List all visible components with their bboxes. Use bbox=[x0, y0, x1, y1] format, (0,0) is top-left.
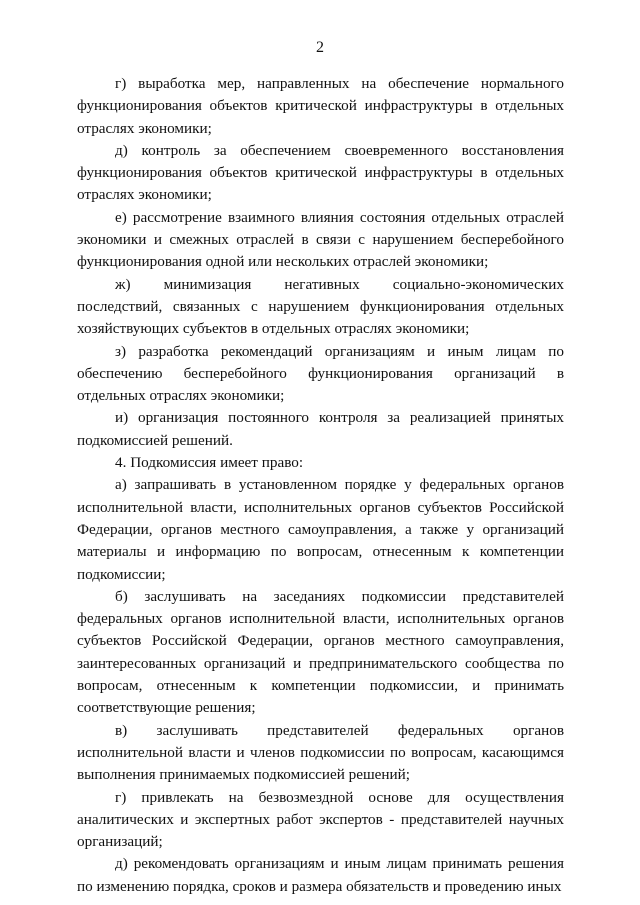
paragraph-d: д) контроль за обеспечением своевременного восстановления функционирования объектов критической инфраструктуры в отдельных отраслях экономики; bbox=[77, 141, 564, 204]
section-heading-rights: 4. Подкомиссия имеет право: bbox=[115, 454, 304, 472]
page-number: 2 bbox=[316, 39, 324, 56]
paragraph-z: з) разработка рекомендаций организациям и иным лицам по обеспечению бесперебойного функционирования организаций в отдельных отраслях экономики; bbox=[77, 342, 564, 405]
paragraph-d2: д) рекомендовать организациям и иным лицам принимать решения по изменению порядка, сроков и размера обязательств и проведению иных bbox=[77, 855, 564, 895]
paragraph-e: е) рассмотрение взаимного влияния состояния отдельных отраслей экономики и смежных отраслей в связи с нарушением бесперебойного функционирования одной или нескольких отраслей экономики; bbox=[77, 208, 564, 271]
paragraph-g2: г) привлекать на безвозмездной основе для осуществления аналитических и экспертных работ экспертов - представителей научных организаций; bbox=[77, 788, 564, 851]
paragraph-a: а) запрашивать в установленном порядке у федеральных органов исполнительной власти, исполнительных органов субъектов Российской Федерации, органов местного самоуправления, а также у организаций материалы и информацию по вопросам, отнесенным к компетенции подкомиссии; bbox=[77, 476, 564, 583]
paragraph-g: г) выработка мер, направленных на обеспечение нормального функционирования объектов критической инфраструктуры в отдельных отраслях экономики; bbox=[77, 75, 564, 137]
paragraph-b: б) заслушивать на заседаниях подкомиссии представителей федеральных органов исполнительной власти, исполнительных органов субъектов Российской Федерации, органов местного самоуправления, заинтересованных организаций и предпринимательского сообщества по вопросам, отнесенным к компетенции подкомиссии, и принимать соответствующие решения; bbox=[77, 587, 564, 717]
paragraph-zh: ж) минимизация негативных социально-экономических последствий, связанных с нарушением функционирования отдельных хозяйствующих субъектов в отдельных отраслях экономики; bbox=[77, 275, 564, 338]
paragraph-i: и) организация постоянного контроля за реализацией принятых подкомиссией решений. bbox=[77, 409, 564, 449]
document-body bbox=[77, 73, 564, 898]
paragraph-v: в) заслушивать представителей федеральных органов исполнительной власти и членов подкомиссии по вопросам, касающимся выполнения принимаемых подкомиссией решений; bbox=[77, 721, 564, 784]
